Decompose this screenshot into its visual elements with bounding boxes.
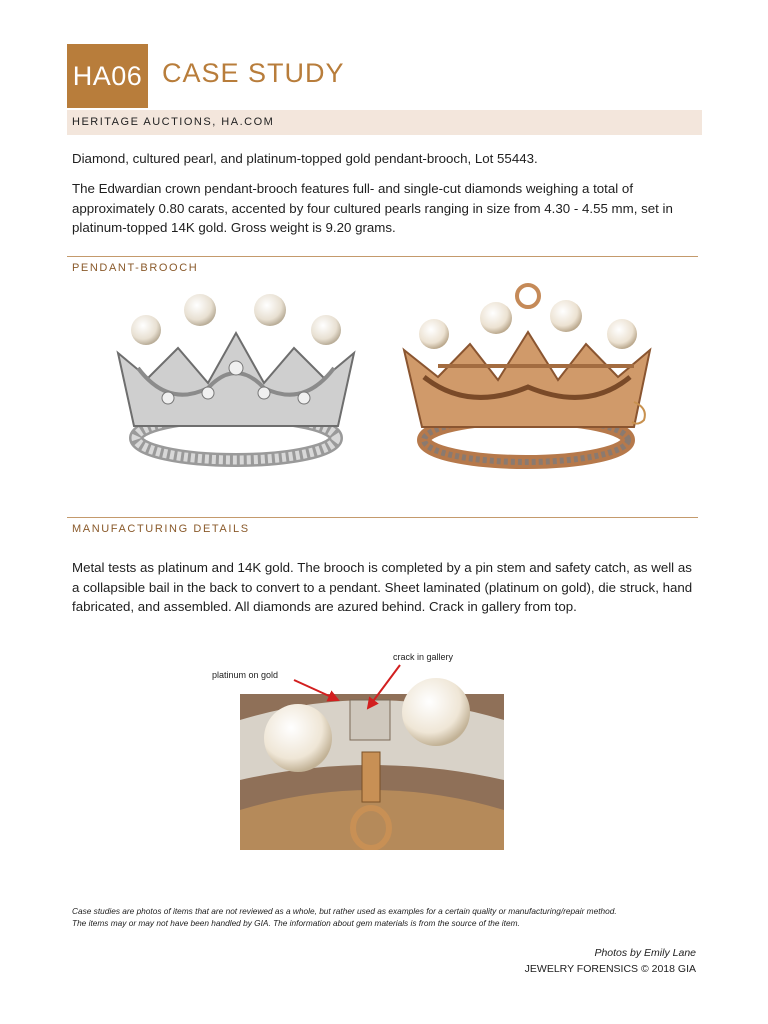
photo-credit: Photos by Emily Lane: [594, 947, 696, 959]
section-label-manufacturing: MANUFACTURING DETAILS: [72, 523, 250, 535]
section-divider: [67, 517, 698, 518]
footnote-line-1: Case studies are photos of items that are not reviewed as a whole, but rather used as examples for a certain quality or manufacturing/repair method.: [72, 906, 617, 916]
manufacturing-text: Metal tests as platinum and 14K gold. The brooch is completed by a pin stem and safety catch, as well as a collapsible bail in the back to convert to a pendant. Sheet laminated (platinum on gold), die struck, hand fabricated, and assembled. All diamonds are azured behind. Crack in gallery from top.: [72, 560, 693, 614]
detail-photo: [240, 660, 504, 850]
case-code-badge: HA06: [67, 44, 148, 108]
section-divider: [67, 256, 698, 257]
section-label-pendant: PENDANT-BROOCH: [72, 262, 199, 274]
intro-line: Diamond, cultured pearl, and platinum-topped gold pendant-brooch, Lot 55443.: [72, 151, 538, 166]
copyright: JEWELRY FORENSICS © 2018 GIA: [524, 963, 696, 975]
footnote-line-2: The items may or may not have been handled by GIA. The information about gem materials is from the source of the item.: [72, 918, 520, 928]
annotation-crack-in-gallery: crack in gallery: [393, 652, 454, 662]
intro-description: The Edwardian crown pendant-brooch features full- and single-cut diamonds weighing a total of approximately 0.80 carats, accented by four cultured pearls ranging in size from 4.30 - 4.55 mm, set in platinum-topped 14K gold. Gross weight is 9.20 grams.: [72, 181, 673, 235]
page-title: CASE STUDY: [162, 58, 345, 88]
crown-back-photo: [398, 282, 662, 470]
footnote: [72, 905, 722, 929]
crown-front-photo: [108, 288, 364, 468]
annotation-platinum-on-gold: platinum on gold: [212, 670, 279, 680]
source-bar: HERITAGE AUCTIONS, HA.COM: [67, 110, 702, 135]
